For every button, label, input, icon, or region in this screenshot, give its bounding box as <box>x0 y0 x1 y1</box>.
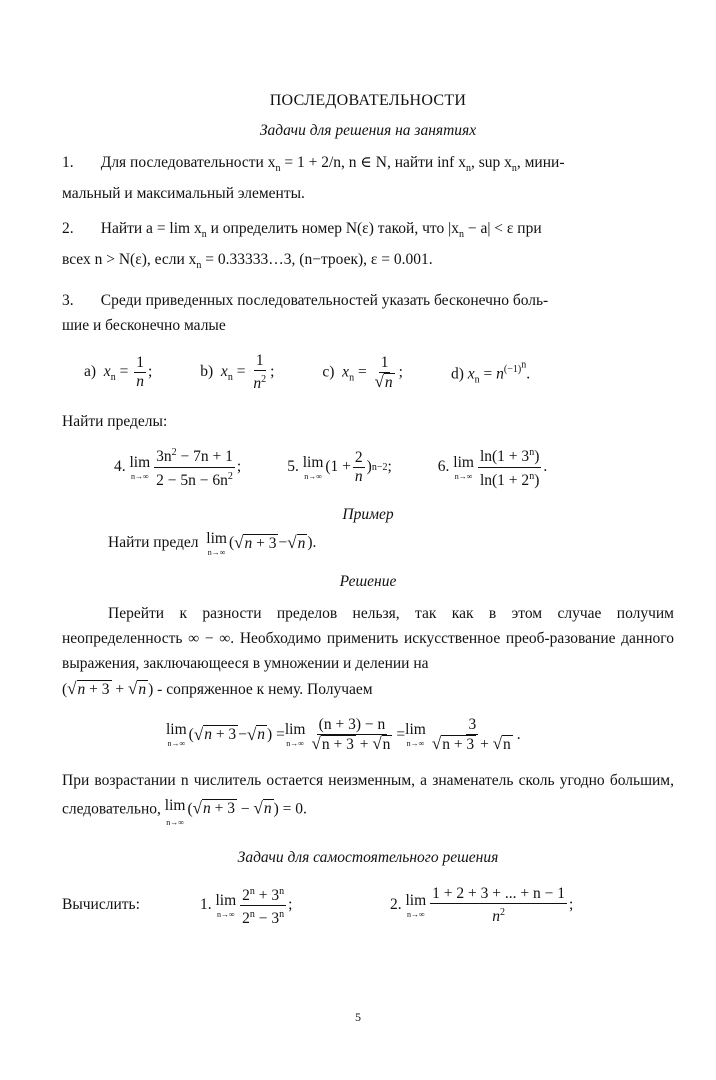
problem-text: Среди приведенных последовательностей указать бесконечно боль- <box>100 292 549 310</box>
solution-conjugate: (√n + 3 + √n ) - сопряженное к нему. Получаем <box>62 678 373 698</box>
compute-label: Вычислить: <box>62 896 140 914</box>
problem-text: = 0.33333…3, (n−троек), ε = 0.001. <box>201 251 433 269</box>
sequence-options <box>84 352 674 393</box>
section-subtitle: Задачи для решения на занятиях <box>259 122 477 139</box>
problem-number: 3. <box>62 292 74 310</box>
page-number: 5 <box>355 1010 361 1024</box>
page-title: ПОСЛЕДОВАТЕЛЬНОСТИ <box>269 92 467 109</box>
example-heading: Пример <box>342 505 394 523</box>
seq-b: b) $x_n$ = $\frac{1}{n^2}$ ; <box>200 352 275 393</box>
solution-paragraph-2: При возрастании n числитель остается неизменным, а знаменатель сколь угодно большим, следовательно, lim n→∞ (√n + 3 − √n ) = 0. <box>62 771 674 827</box>
problem-number: 2. <box>62 220 74 238</box>
self-2: 2. lim n→∞ $\frac{1 + 2 + 3 + ... + n - 1}{n^2}$ ; <box>390 884 574 925</box>
problem-text: = 1 + 2/n, n ∈ N, найти inf x <box>280 154 466 171</box>
seq-c: c) $x_n$ = $\frac{1}{√n}$ ; <box>322 353 403 391</box>
problem-text: , sup x <box>470 154 512 171</box>
problem-3 <box>62 288 674 338</box>
problem-number: 1. <box>62 154 74 171</box>
solution-heading: Решение <box>339 572 397 590</box>
selfwork-problems <box>62 883 674 928</box>
selfwork-heading: Задачи для самостоятельного решения <box>237 848 499 866</box>
problem-text: , мини- <box>516 154 565 171</box>
problem-text: шие и бесконечно малые <box>62 317 226 335</box>
limits-heading: Найти пределы: <box>62 413 168 431</box>
page <box>62 88 674 928</box>
self-1: 1. lim n→∞ $\frac{2^n + 3^n}{2^n - 3^n}$ ; <box>200 883 390 928</box>
solution-paragraph-1: Перейти к разности пределов нельзя, так как в этом случае получим неопределенность ∞ − ∞. Необходимо применить искусственное преоб-разование данного выражения, заключающееся в умножении и делении на <box>62 604 674 672</box>
limit-problems <box>114 444 674 489</box>
problem-text: Для последовательности x <box>100 154 276 171</box>
solution-formula: lim n→∞ ( √ n + 3 − √ n ) = lim n→∞ $\frac{(n + 3) - n}{√n + 3 + √n}$ = lim n→∞ $\frac{3}{√n + 3 + √n}$ . <box>166 715 521 753</box>
problem-text: и определить номер N(ε) такой, что |x <box>206 220 459 238</box>
problem-text: − a| < ε при <box>463 220 542 238</box>
problem-text: всех n > N(ε), если x <box>62 251 197 269</box>
example-text: Найти предел <box>108 534 199 552</box>
limit-6: 6. lim n→∞ $\frac{\ln(1 + 3^n)}{\ln(1 + 2^n)}$ . <box>438 444 547 489</box>
problem-1: 1. Для последовательности $x_n = 1 + 2/n$, n ∈ N, найти inf $x_n$, sup $x_n$, мини- мальный и максимальный элементы. <box>62 154 565 203</box>
problem-text: Найти a = lim x <box>100 220 202 238</box>
problem-2: 2. Найти $a = \lim x_n$ и определить номер N(ε) такой, что $|x_n - a| < \varepsilon$ при всех n > N(ε), если $x_n$ = 0.33333…3, (n−троек), ε = 0.001. <box>62 220 542 272</box>
seq-a: a) $x_n$ = $\frac{1}{n}$ ; <box>84 354 153 391</box>
example-line: Найти предел lim n→∞ ( √ n + 3 − √ n ). <box>108 529 317 557</box>
seq-d: d) $x_n = n^{(-1)^n}$. <box>450 360 531 386</box>
limit-4: 4. lim n→∞ $\frac{3n^2 - 7n + 1}{2 - 5n - 6n^2}$ ; <box>114 444 241 489</box>
limit-5: 5. lim n→∞ (1 + $\frac{2}{n}$ ) n−2 ; <box>287 448 392 485</box>
problem-text: мальный и максимальный элементы. <box>62 185 305 203</box>
